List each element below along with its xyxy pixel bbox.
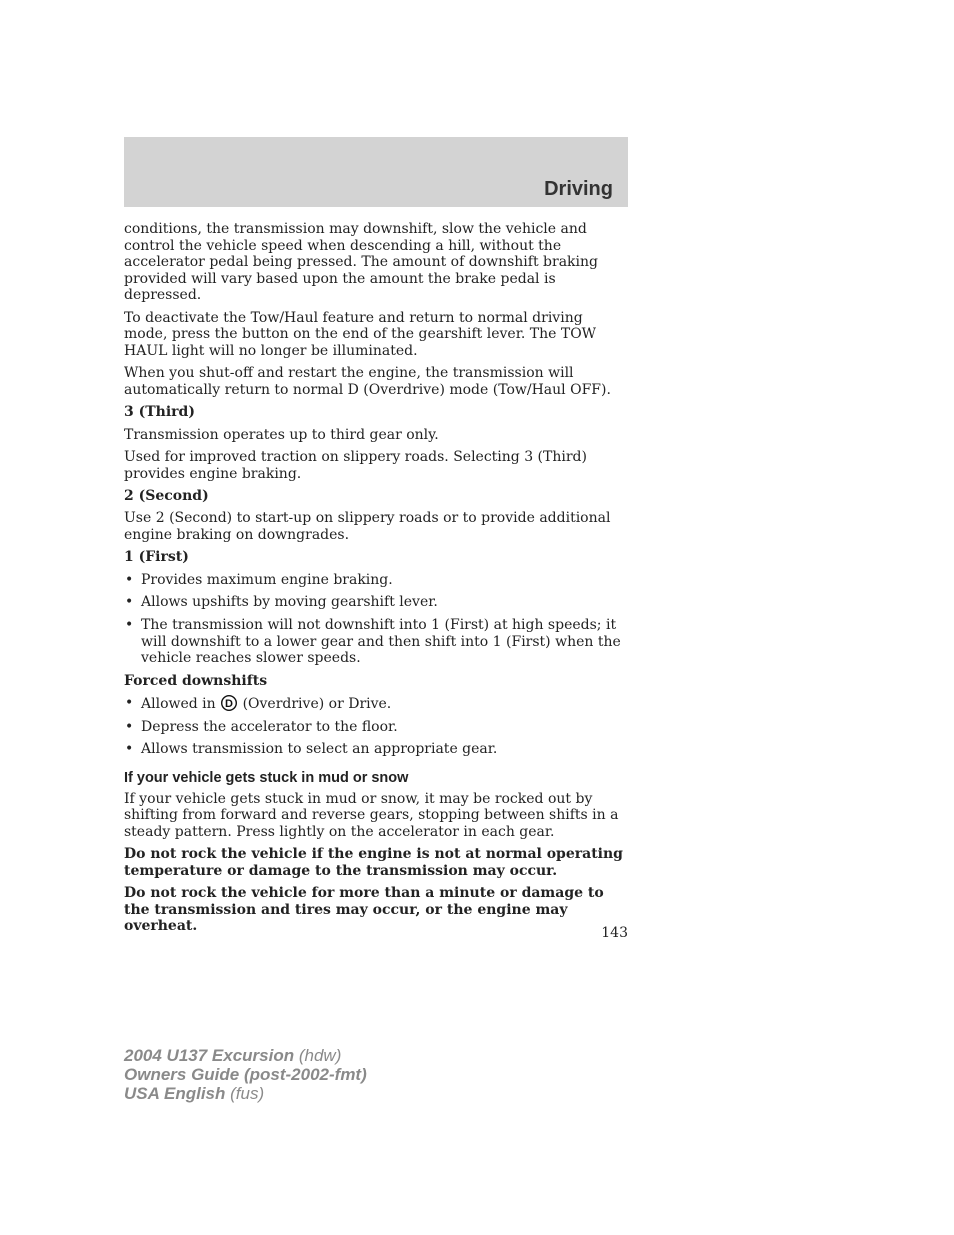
paragraph-deactivate-tow-haul: To deactivate the Tow/Haul feature and return to normal driving mode, press the button on the end of the gearshift lever. The TOW HAUL light will no longer be illuminated. bbox=[124, 309, 597, 359]
list-item-text: Depress the accelerator to the floor. bbox=[141, 718, 398, 735]
bullet-glyph: • bbox=[125, 695, 134, 712]
bullet-glyph: • bbox=[125, 617, 134, 634]
footer-language: USA English bbox=[124, 1084, 226, 1103]
footer-language-code: (fus) bbox=[230, 1084, 265, 1103]
list-item-text: Provides maximum engine braking. bbox=[141, 571, 393, 588]
warning-engine-temperature: Do not rock the vehicle if the engine is not at normal operating temperature or damage to the transmission may occur. bbox=[124, 846, 623, 879]
section-title: Driving bbox=[544, 178, 613, 200]
overdrive-icon-letter: D bbox=[225, 698, 234, 711]
paragraph-restart-engine: When you shut-off and restart the engine, the transmission will automatically return to normal D (Overdrive) mode (Tow/Haul OFF). bbox=[124, 365, 611, 398]
list-item bbox=[124, 572, 630, 589]
page-content bbox=[124, 221, 630, 941]
list-item-text: Allows upshifts by moving gearshift lever. bbox=[141, 594, 438, 611]
heading-first-gear: 1 (First) bbox=[124, 549, 189, 566]
list-item bbox=[124, 617, 630, 667]
bullet-glyph: • bbox=[125, 571, 134, 588]
heading-stuck-in-mud-or-snow: If your vehicle gets stuck in mud or snow bbox=[124, 770, 409, 786]
list-item-text: (Overdrive) or Drive. bbox=[242, 696, 392, 713]
footer-line-1 bbox=[124, 1046, 367, 1065]
forced-downshifts-list bbox=[124, 695, 630, 758]
footer-guide-name: Owners Guide (post-2002-fmt) bbox=[124, 1065, 367, 1084]
footer-model-code: (hdw) bbox=[298, 1046, 342, 1065]
section-header-band bbox=[124, 137, 628, 207]
paragraph-rocking-vehicle: If your vehicle gets stuck in mud or snow, it may be rocked out by shifting from forward and reverse gears, stopping between shifts in a steady pattern. Press lightly on the accelerator in each gear. bbox=[124, 790, 619, 840]
first-gear-list bbox=[124, 572, 630, 667]
bullet-glyph: • bbox=[125, 718, 134, 735]
heading-forced-downshifts: Forced downshifts bbox=[124, 672, 268, 689]
list-item bbox=[124, 594, 630, 611]
list-item bbox=[124, 741, 630, 758]
paragraph-second-gear: Use 2 (Second) to start-up on slippery roads or to provide additional engine braking on downgrades. bbox=[124, 510, 611, 544]
list-item-text: Allowed in bbox=[141, 696, 216, 713]
paragraph-engine-braking: conditions, the transmission may downshift, slow the vehicle and control the vehicle speed when descending a hill, without the accelerator pedal being pressed. The amount of downshift braking provided will vary based upon the amount the brake pedal is depressed. bbox=[124, 221, 598, 304]
footer-line-2 bbox=[124, 1065, 367, 1084]
heading-third-gear: 3 (Third) bbox=[124, 404, 195, 421]
heading-second-gear: 2 (Second) bbox=[124, 488, 209, 505]
bullet-glyph: • bbox=[125, 741, 134, 758]
document-footer bbox=[124, 1046, 367, 1103]
list-item bbox=[124, 695, 630, 713]
warning-rocking-duration: Do not rock the vehicle for more than a minute or damage to the transmission and tires may occur, or the engine may overheat. bbox=[124, 885, 604, 935]
bullet-glyph: • bbox=[125, 594, 134, 611]
footer-model: 2004 U137 Excursion bbox=[124, 1046, 295, 1065]
page-number: 143 bbox=[601, 925, 628, 941]
list-item bbox=[124, 719, 630, 736]
paragraph-third-gear-2: Used for improved traction on slippery roads. Selecting 3 (Third) provides engine braking. bbox=[124, 449, 587, 482]
paragraph-third-gear-1: Transmission operates up to third gear only. bbox=[124, 426, 439, 443]
list-item-text: The transmission will not downshift into 1 (First) at high speeds; it will downshift to a lower gear and then shift into 1 (First) when the vehicle reaches slower speeds. bbox=[141, 617, 621, 667]
list-item-text: Allows transmission to select an appropriate gear. bbox=[141, 741, 498, 758]
overdrive-icon bbox=[221, 695, 237, 711]
footer-line-3 bbox=[124, 1084, 367, 1103]
